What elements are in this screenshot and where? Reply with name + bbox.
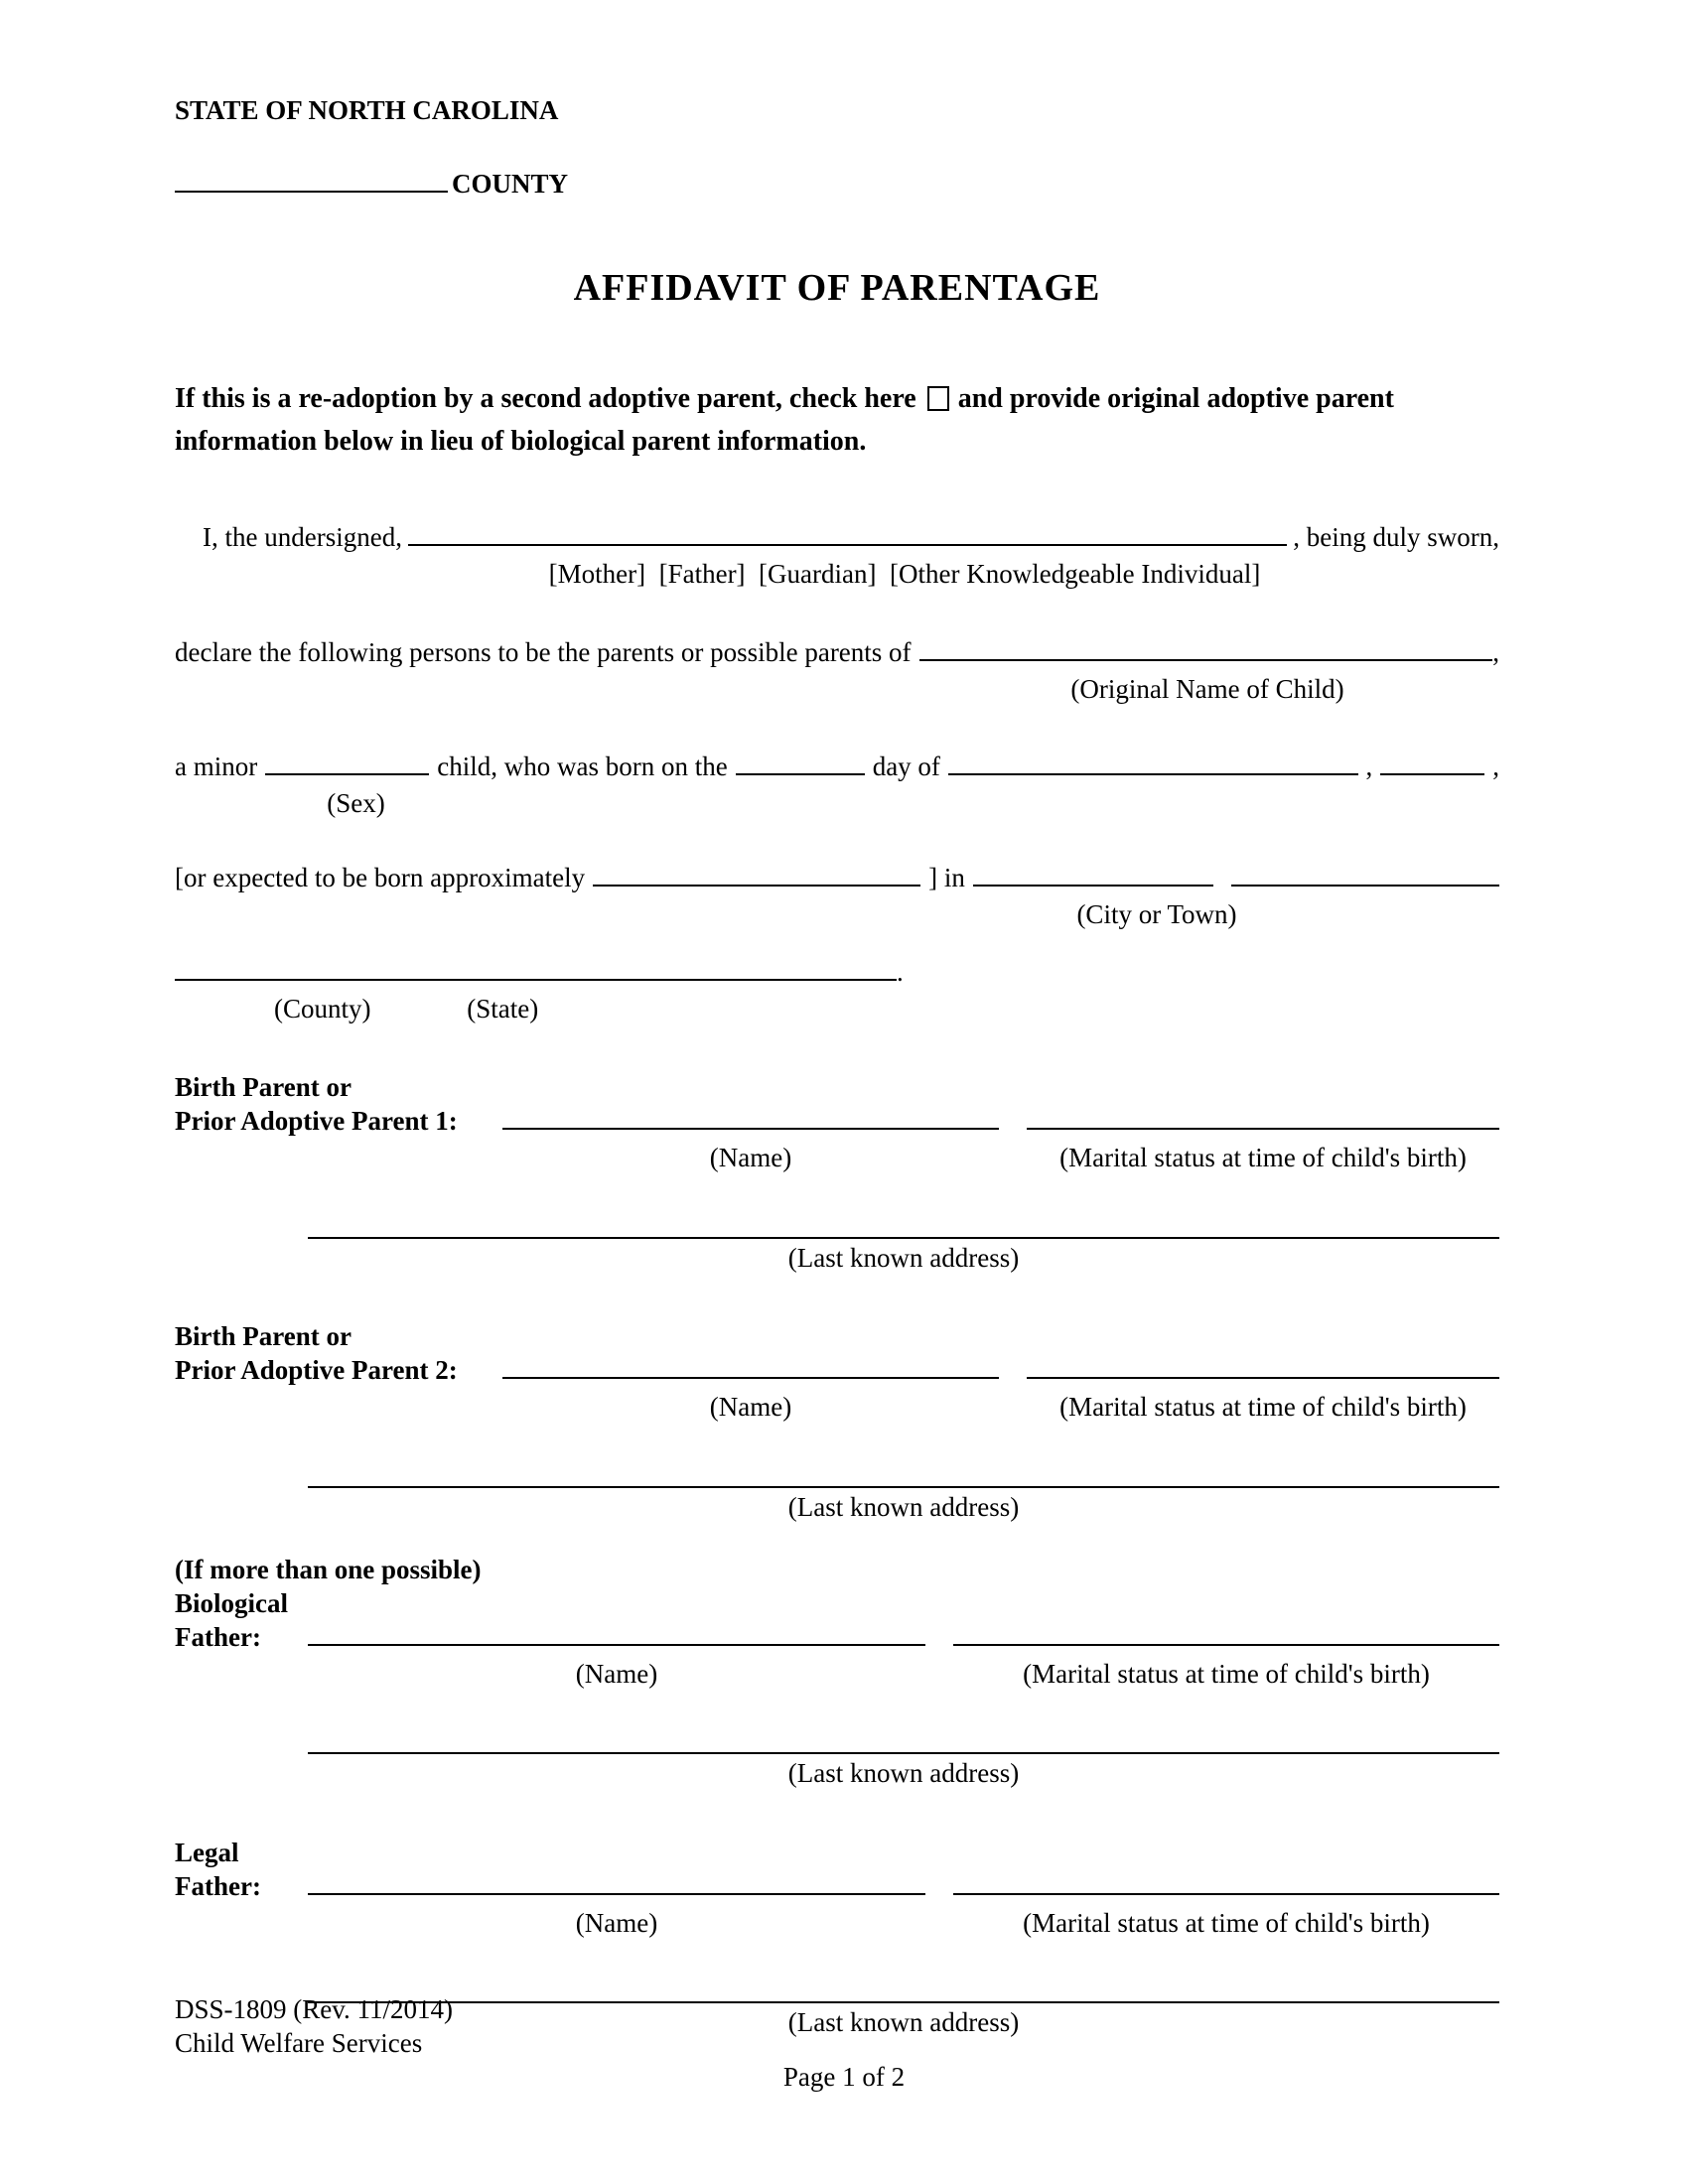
birth-year-field[interactable]	[1380, 767, 1484, 775]
parent1-label-line2: Prior Adoptive Parent 1:	[175, 1106, 458, 1137]
sex-field[interactable]	[265, 767, 429, 775]
parent2-name-field[interactable]	[502, 1371, 999, 1379]
parent2-address-field[interactable]	[308, 1480, 1499, 1488]
sworn-suffix: , being duly sworn,	[1293, 521, 1499, 552]
form-footer	[175, 1993, 453, 2061]
declaration-text: declare the following persons to be the parents or possible parents of	[175, 637, 912, 668]
biofather-label-line1: (If more than one possible)	[175, 1555, 482, 1585]
legalfather-address-field[interactable]	[308, 1995, 1499, 2003]
born-text: child, who was born on the	[437, 751, 728, 781]
parent1-name-label: (Name)	[709, 1142, 792, 1172]
parent2-address-row	[175, 1480, 1499, 1488]
county-state-line	[175, 956, 1499, 990]
bracket-in-text: ] in	[928, 863, 965, 893]
parent2-name-row	[175, 1354, 1499, 1388]
readoption-checkbox[interactable]	[927, 386, 949, 411]
county-state-period: .	[897, 956, 904, 987]
biofather-address-label: (Last known address)	[787, 1758, 1020, 1789]
parent2-address-label: (Last known address)	[787, 1491, 1020, 1522]
legalfather-name-row	[175, 1870, 1499, 1904]
biofather-address-field[interactable]	[308, 1746, 1499, 1754]
sworn-prefix: I, the undersigned,	[203, 521, 402, 552]
state-heading: STATE OF NORTH CAROLINA	[175, 95, 559, 125]
birth-city-field[interactable]	[973, 879, 1213, 887]
biofather-address-row	[175, 1746, 1499, 1754]
sex-label: (Sex)	[327, 787, 385, 818]
county-state-labels	[175, 993, 1499, 1026]
biofather-name-row	[175, 1621, 1499, 1655]
expected-text: [or expected to be born approximately	[175, 863, 586, 893]
day-of-text: day of	[872, 751, 940, 781]
biofather-field-labels	[175, 1658, 1499, 1692]
page-indicator: Page 1 of 2	[782, 2062, 906, 2092]
sworn-line	[175, 521, 1499, 555]
biofather-label-line2: Biological	[175, 1588, 288, 1619]
parent1-address-field[interactable]	[308, 1231, 1499, 1239]
role-options: [Mother] [Father] [Guardian] [Other Knowledgeable Individual]	[548, 558, 1261, 589]
a-minor-text: a minor	[175, 751, 258, 781]
parent1-label-line1: Birth Parent or	[175, 1072, 352, 1103]
child-name-label: (Original Name of Child)	[1070, 674, 1344, 705]
birth-day-field[interactable]	[736, 767, 865, 775]
readoption-notice	[175, 377, 1499, 464]
county-row	[175, 168, 1499, 202]
state-field-label: (State)	[467, 993, 539, 1024]
biofather-marital-label: (Marital status at time of child's birth)	[1023, 1658, 1430, 1689]
notice-text-before: If this is a re-adoption by a second adoptive parent, check here	[175, 383, 916, 414]
legalfather-name-field[interactable]	[308, 1887, 925, 1895]
parent-section-1	[175, 1071, 1499, 1275]
county-label: COUNTY	[452, 168, 569, 199]
county-name-field[interactable]	[175, 185, 448, 193]
declaration-line	[175, 636, 1499, 670]
parent1-address-label: (Last known address)	[787, 1242, 1020, 1273]
form-department: Child Welfare Services	[175, 2027, 423, 2058]
parent2-label-line1: Birth Parent or	[175, 1321, 352, 1352]
legalfather-label-line1: Legal	[175, 1838, 239, 1868]
parent1-marital-field[interactable]	[1027, 1122, 1499, 1130]
biofather-name-label: (Name)	[575, 1658, 658, 1689]
notice-text-after: and provide original adoptive parent information below in lieu of biological parent information.	[175, 383, 1394, 458]
parent1-address-row	[175, 1231, 1499, 1239]
birth-line	[175, 751, 1499, 784]
legalfather-marital-label: (Marital status at time of child's birth)	[1023, 1907, 1430, 1938]
parent1-field-labels	[175, 1142, 1499, 1175]
legalfather-label-line2: Father:	[175, 1870, 261, 1901]
parent2-marital-field[interactable]	[1027, 1371, 1499, 1379]
declaration-comma: ,	[1492, 637, 1499, 668]
county-field-label: (County)	[274, 993, 371, 1024]
form-number: DSS-1809 (Rev. 11/2014)	[175, 1994, 453, 2024]
biofather-marital-field[interactable]	[953, 1638, 1499, 1646]
parent2-marital-label: (Marital status at time of child's birth)	[1059, 1391, 1467, 1422]
parent1-name-field[interactable]	[502, 1122, 999, 1130]
parent1-marital-label: (Marital status at time of child's birth)	[1059, 1142, 1467, 1172]
child-name-field[interactable]	[919, 653, 1493, 661]
parent-section-2	[175, 1320, 1499, 1524]
legalfather-marital-field[interactable]	[953, 1887, 1499, 1895]
birth-county-state-field[interactable]	[175, 973, 897, 981]
expected-date-field[interactable]	[593, 879, 920, 887]
birth-month-field[interactable]	[948, 767, 1358, 775]
city-or-town-label: (City or Town)	[1076, 899, 1237, 930]
parent1-name-row	[175, 1105, 1499, 1139]
expected-birth-line	[175, 862, 1499, 895]
birth-place-extra-field[interactable]	[1231, 879, 1499, 887]
page-title: AFFIDAVIT OF PARENTAGE	[573, 266, 1101, 309]
undersigned-name-field[interactable]	[408, 538, 1287, 546]
parent2-label-line2: Prior Adoptive Parent 2:	[175, 1355, 458, 1386]
birth-comma-1: ,	[1365, 751, 1373, 781]
biofather-name-field[interactable]	[308, 1638, 925, 1646]
parent2-field-labels	[175, 1391, 1499, 1425]
biofather-label-line3: Father:	[175, 1621, 261, 1652]
legalfather-address-label: (Last known address)	[787, 2007, 1020, 2038]
legalfather-field-labels	[175, 1907, 1499, 1941]
parent2-name-label: (Name)	[709, 1391, 792, 1422]
birth-comma-2: ,	[1492, 751, 1499, 781]
legalfather-name-label: (Name)	[575, 1907, 658, 1938]
biological-father-section	[175, 1554, 1499, 1791]
